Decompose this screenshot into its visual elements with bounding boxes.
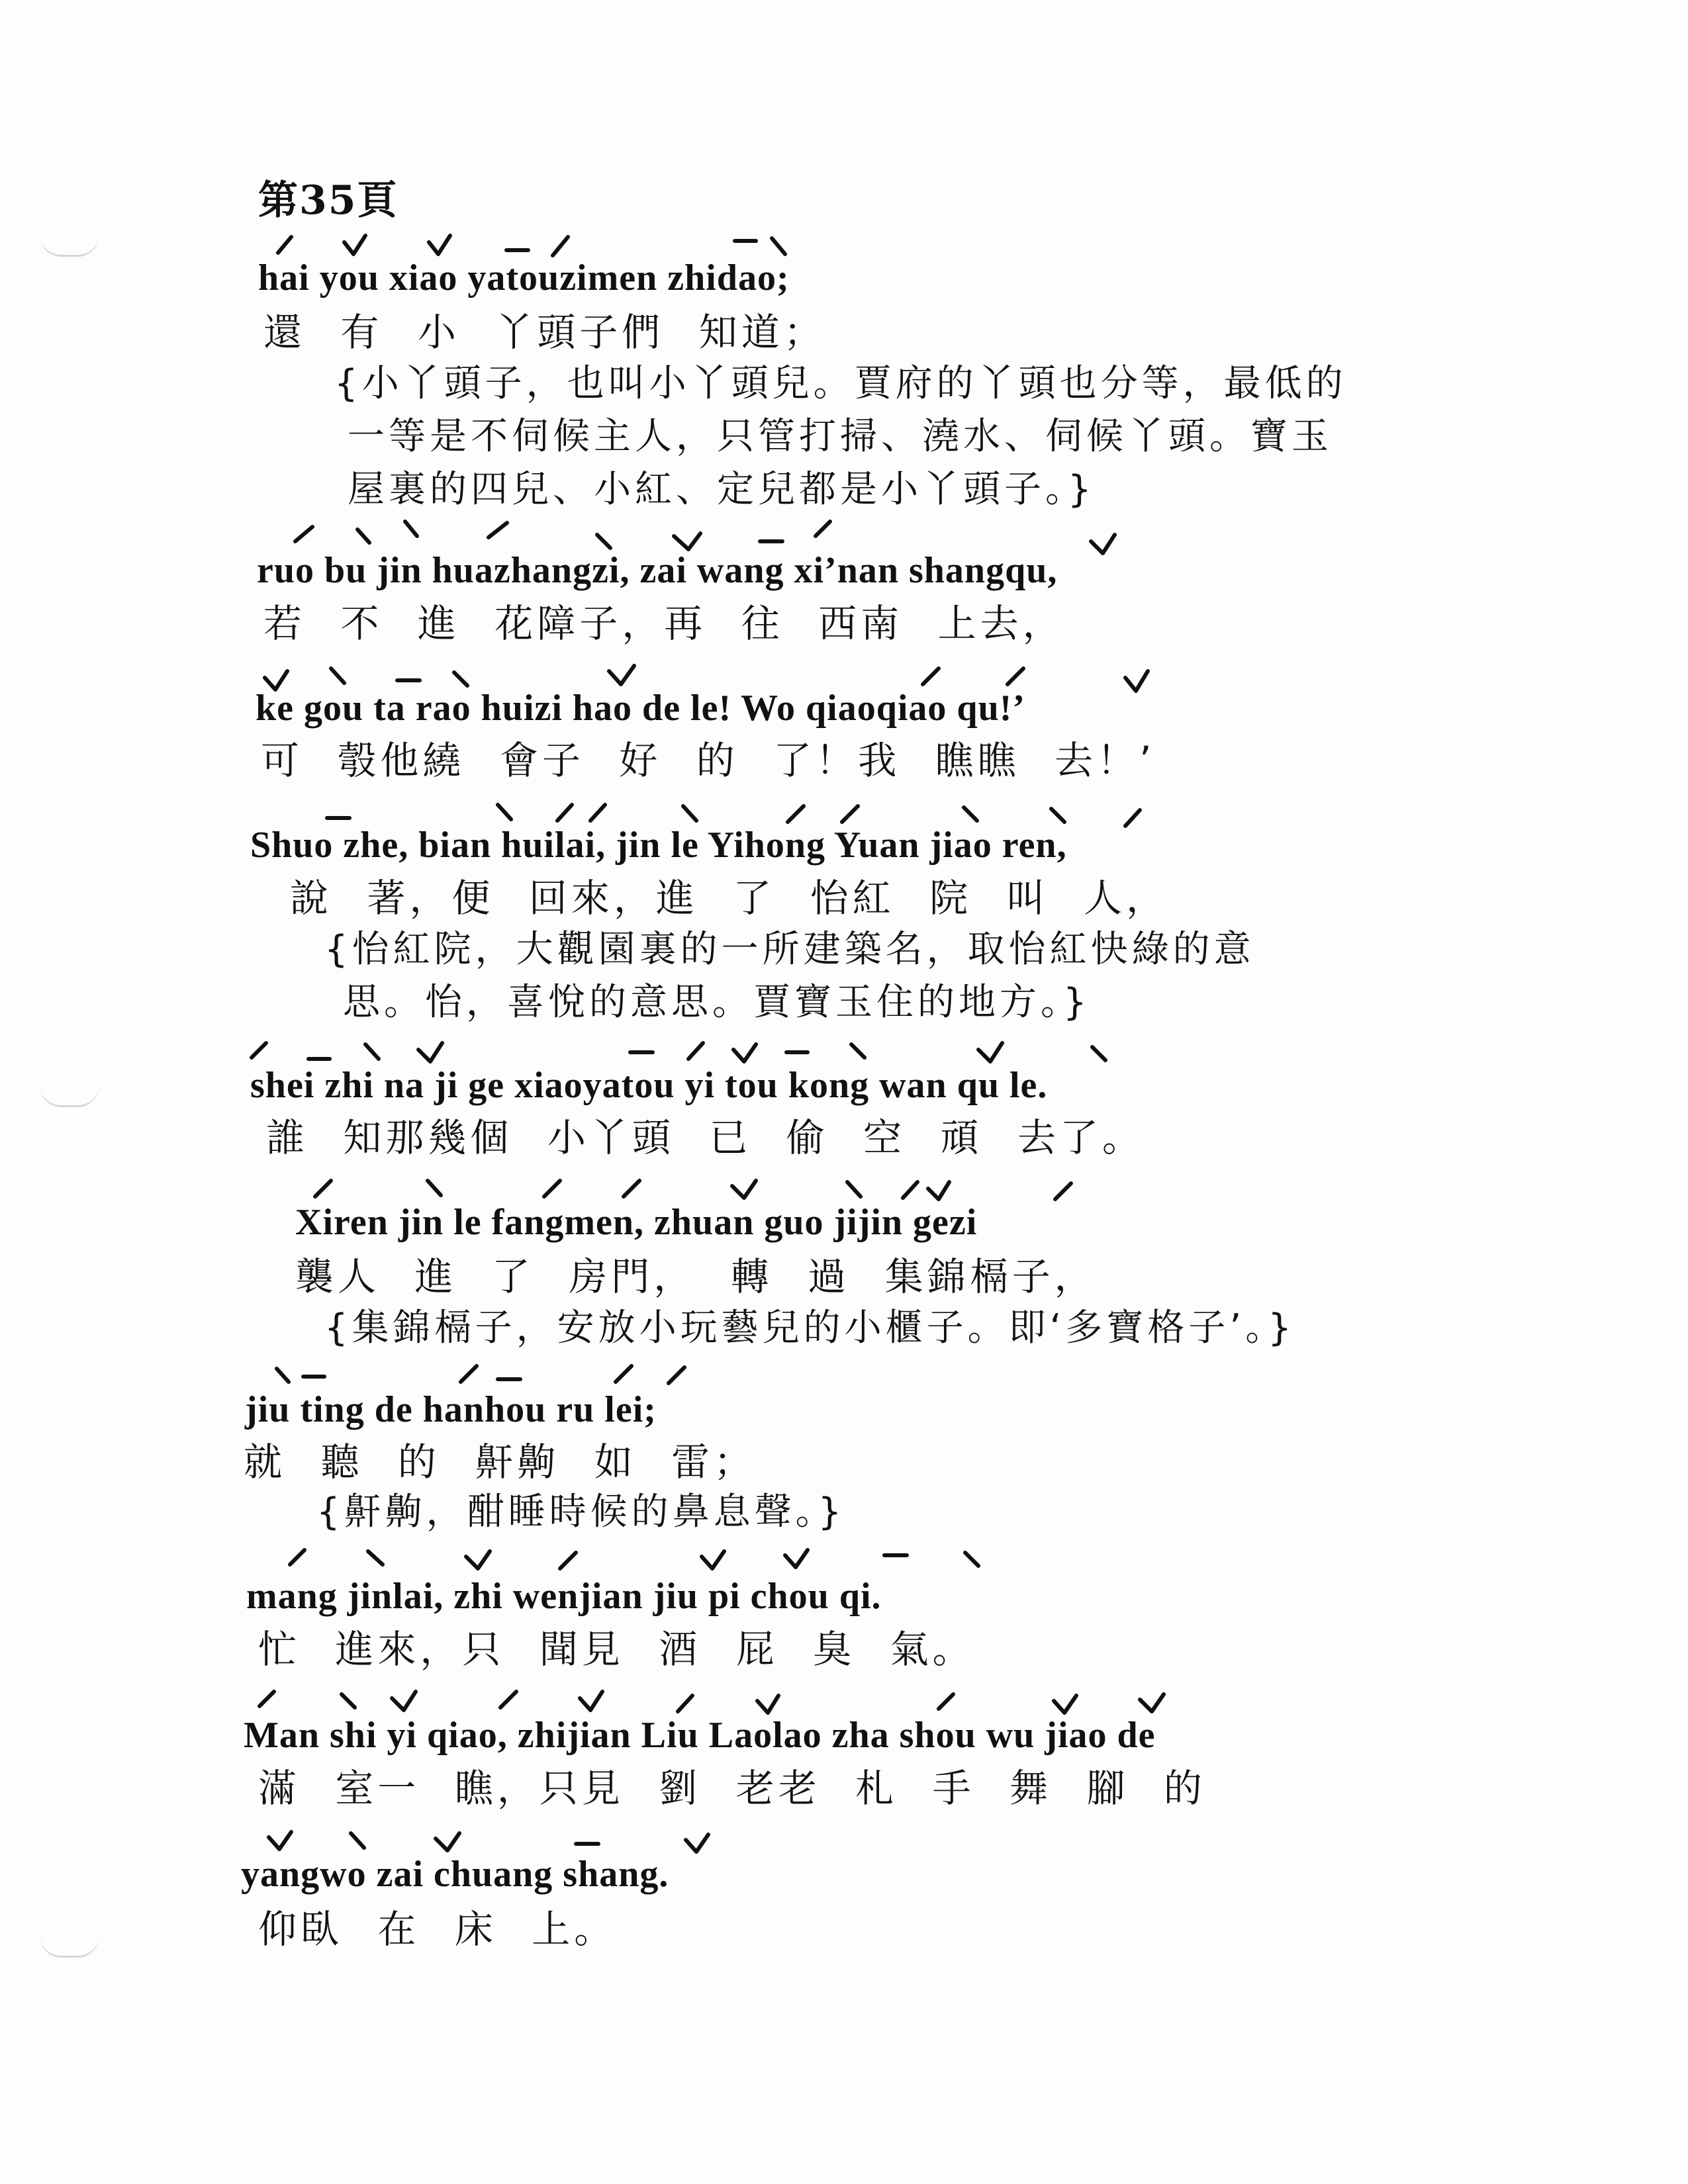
pinyin-line: yangwo zai chuang shang. (241, 1854, 669, 1895)
annotation-line: 屋裏的四兒、小紅、定兒都是小丫頭子。} (348, 468, 1096, 511)
pinyin-line: ke gou ta rao huizi hao de le! Wo qiaoqiao qu!’ (256, 688, 1026, 729)
hanzi-line: 若 不 進 花障子，再 往 西南 上去， (263, 601, 1065, 646)
hanzi-line: 說 著，便 回來，進 了 怡紅 院 叫 人， (290, 876, 1169, 921)
page-number: 第35頁 (258, 177, 399, 224)
annotation-line: {怡紅院，大觀園裏的一所建築名，取怡紅快綠的意 (324, 928, 1255, 971)
hanzi-line: 還 有 小 丫頭子們 知道； (263, 310, 826, 355)
hanzi-line: 就 聽 的 鼾齁 如 雷； (244, 1439, 757, 1484)
pinyin-line: hai you xiao yatouzimen zhidao; (258, 257, 790, 298)
annotation-line: 思。怡，喜悅的意思。賈寶玉住的地方。} (343, 981, 1091, 1024)
pinyin-line: ruo bu jin huazhangzi, zai wang xi’nan shangqu, (257, 550, 1058, 591)
hanzi-line: 仰臥 在 床 上。 (258, 1907, 617, 1952)
pinyin-line: shei zhi na ji ge xiaoyatou yi tou kong wan qu le. (250, 1065, 1048, 1106)
annotation-line: {小丫頭子，也叫小丫頭兒。賈府的丫頭也分等，最低的 (334, 362, 1347, 405)
hanzi-line: 誰 知那幾個 小丫頭 已 偷 空 頑 去了。 (266, 1115, 1145, 1160)
punch-hole-mark (40, 1936, 99, 1958)
annotation-line: 一等是不伺候主人，只管打掃、澆水、伺候丫頭。寶玉 (348, 415, 1333, 458)
hanzi-line: 滿 室一 瞧，只見 劉 老老 札 手 舞 腳 的 (258, 1766, 1206, 1811)
hanzi-line: 忙 進來，只 聞見 酒 屁 臭 氣。 (258, 1627, 975, 1672)
pinyin-line: mang jinlai, zhi wenjian jiu pi chou qi. (246, 1576, 882, 1617)
pinyin-line: Man shi yi qiao, zhijian Liu Laolao zha shou wu jiao de (244, 1715, 1156, 1756)
pinyin-line: Xiren jin le fangmen, zhuan guo jijin gezi (295, 1202, 978, 1243)
punch-hole-mark (40, 235, 99, 257)
pinyin-line: jiu ting de hanhou ru lei; (245, 1389, 657, 1430)
annotation-line: {集錦槅子，安放小玩藝兒的小櫃子。即‘多寶格子’。} (324, 1306, 1295, 1349)
hanzi-line: 可 彀他繞 會子 好 的 了！我 瞧瞧 去！’ (261, 738, 1156, 783)
hanzi-line: 襲人 進 了 房門， 轉 過 集錦槅子， (295, 1254, 1097, 1299)
punch-hole-mark (40, 1085, 99, 1107)
annotation-line: {鼾齁，酣睡時候的鼻息聲。} (316, 1490, 846, 1533)
pinyin-line: Shuo zhe, bian huilai, jin le Yihong Yuan jiao ren, (250, 825, 1067, 866)
